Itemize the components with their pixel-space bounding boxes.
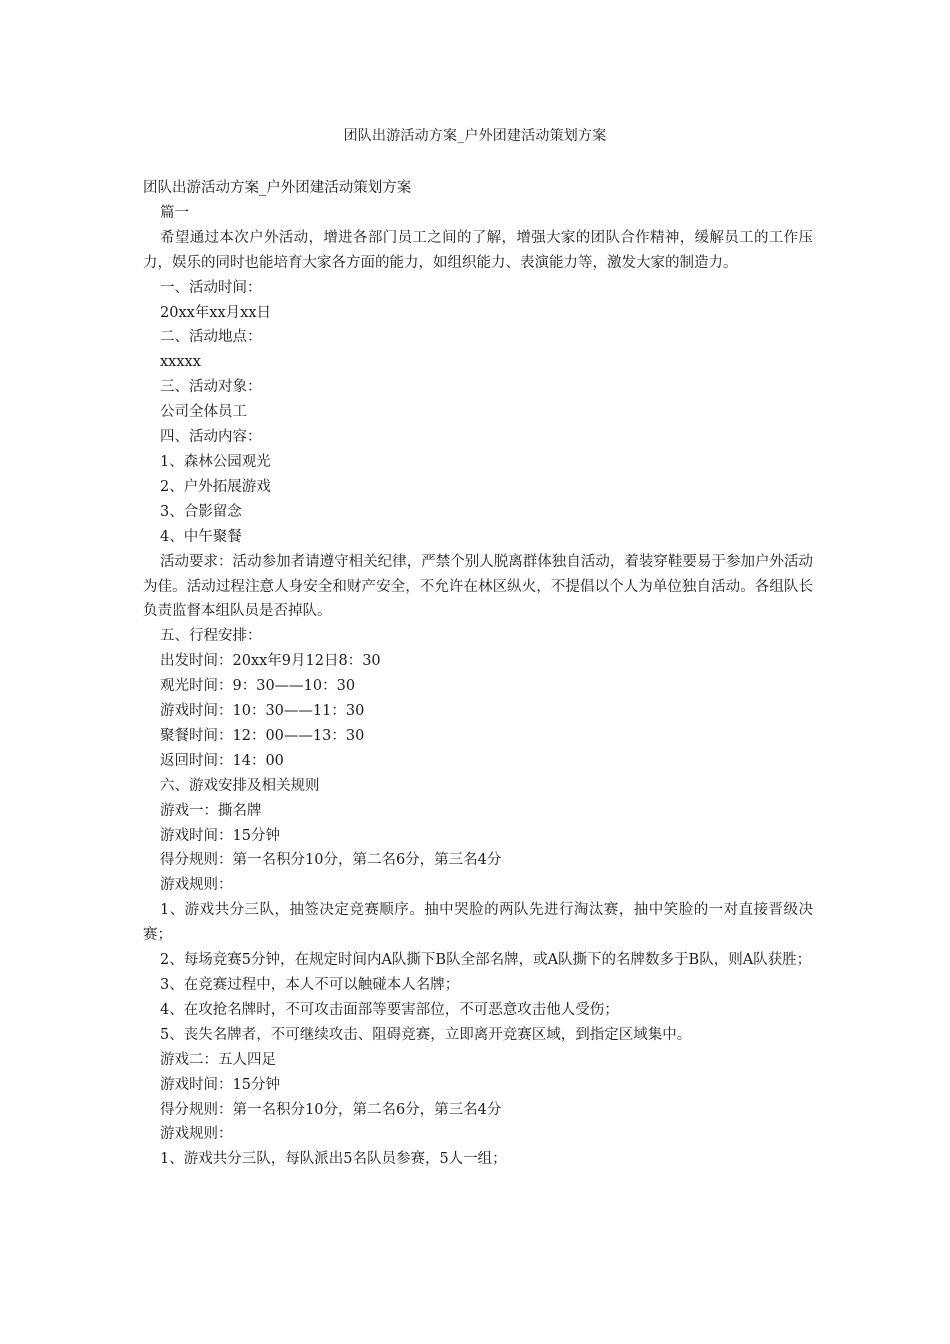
body-line: 得分规则：第一名积分10分，第二名6分，第三名4分 <box>160 1101 502 1118</box>
body-line: 团队出游活动方案_户外团建活动策划方案 <box>143 180 412 196</box>
body-line: 游戏时间：10：30——11：30 <box>160 703 365 720</box>
body-line: 一、活动时间： <box>160 279 262 296</box>
body-line: 20xx年xx月xx日 <box>160 304 272 321</box>
body-line: 3、在竞赛过程中，本人不可以触碰本人名牌； <box>160 977 460 993</box>
body-line: 返回时间：14：00 <box>160 752 284 769</box>
body-line: 出发时间：20xx年9月12日8：30 <box>160 653 381 670</box>
body-paragraph: 1、游戏共分三队，抽签决定竞赛顺序。抽中哭脸的两队先进行淘汰赛，抽中笑脸的一对直接晋级决赛； <box>143 902 813 944</box>
body-line: 3、合影留念 <box>160 503 242 520</box>
body-line: 聚餐时间：12：00——13：30 <box>160 727 365 744</box>
body-line: 观光时间：9：30——10：30 <box>160 678 356 695</box>
body-line: 4、中午聚餐 <box>160 528 242 545</box>
body-line: 二、活动地点： <box>160 329 262 346</box>
body-line: 六、游戏安排及相关规则 <box>160 777 320 794</box>
body-line: 游戏规则： <box>160 877 233 894</box>
body-line: 5、丧失名牌者，不可继续攻击、阻碍竞赛，立即离开竞赛区域，到指定区域集中。 <box>160 1026 692 1043</box>
body-paragraph: 活动要求：活动参加者请遵守相关纪律，严禁个别人脱离群体独自活动，着装穿鞋要易于参加户外活动为佳。活动过程注意人身安全和财产安全，不允许在林区纵火，不提倡以个人为单位独自活动。各组队长负责监督本组队员是否掉队。 <box>143 553 813 620</box>
body-line: 游戏时间：15分钟 <box>160 827 280 844</box>
body-line: 1、森林公园观光 <box>160 453 271 470</box>
body-line: 游戏二：五人四足 <box>160 1051 276 1068</box>
body-line: 游戏一：撕名牌 <box>160 802 262 819</box>
body-line: 游戏时间：15分钟 <box>160 1076 280 1093</box>
body-line: 公司全体员工 <box>160 404 247 421</box>
document-body <box>143 176 813 1172</box>
body-line: 得分规则：第一名积分10分，第二名6分，第三名4分 <box>160 852 502 869</box>
body-line: 游戏规则： <box>160 1126 233 1143</box>
body-line: 2、户外拓展游戏 <box>160 478 271 495</box>
body-line: 4、在攻抢名牌时，不可攻击面部等要害部位，不可恶意攻击他人受伤； <box>160 1001 619 1018</box>
body-paragraph: 希望通过本次户外活动，增进各部门员工之间的了解，增强大家的团队合作精神，缓解员工的工作压力，娱乐的同时也能培育大家各方面的能力，如组织能力、表演能力等，激发大家的制造力。 <box>143 229 813 271</box>
body-line: xxxxx <box>160 354 201 371</box>
document-header-title: 团队出游活动方案_户外团建活动策划方案 <box>343 128 607 144</box>
body-line: 四、活动内容： <box>160 429 262 446</box>
body-line: 篇一 <box>160 204 189 221</box>
body-line: 三、活动对象： <box>160 379 262 396</box>
body-line: 1、游戏共分三队，每队派出5名队员参赛，5人一组； <box>160 1151 507 1168</box>
body-line: 五、行程安排： <box>160 628 262 645</box>
body-paragraph: 2、每场竞赛5分钟，在规定时间内A队撕下B队全部名牌，或A队撕下的名牌数多于B队，则A队获胜； <box>160 952 812 969</box>
